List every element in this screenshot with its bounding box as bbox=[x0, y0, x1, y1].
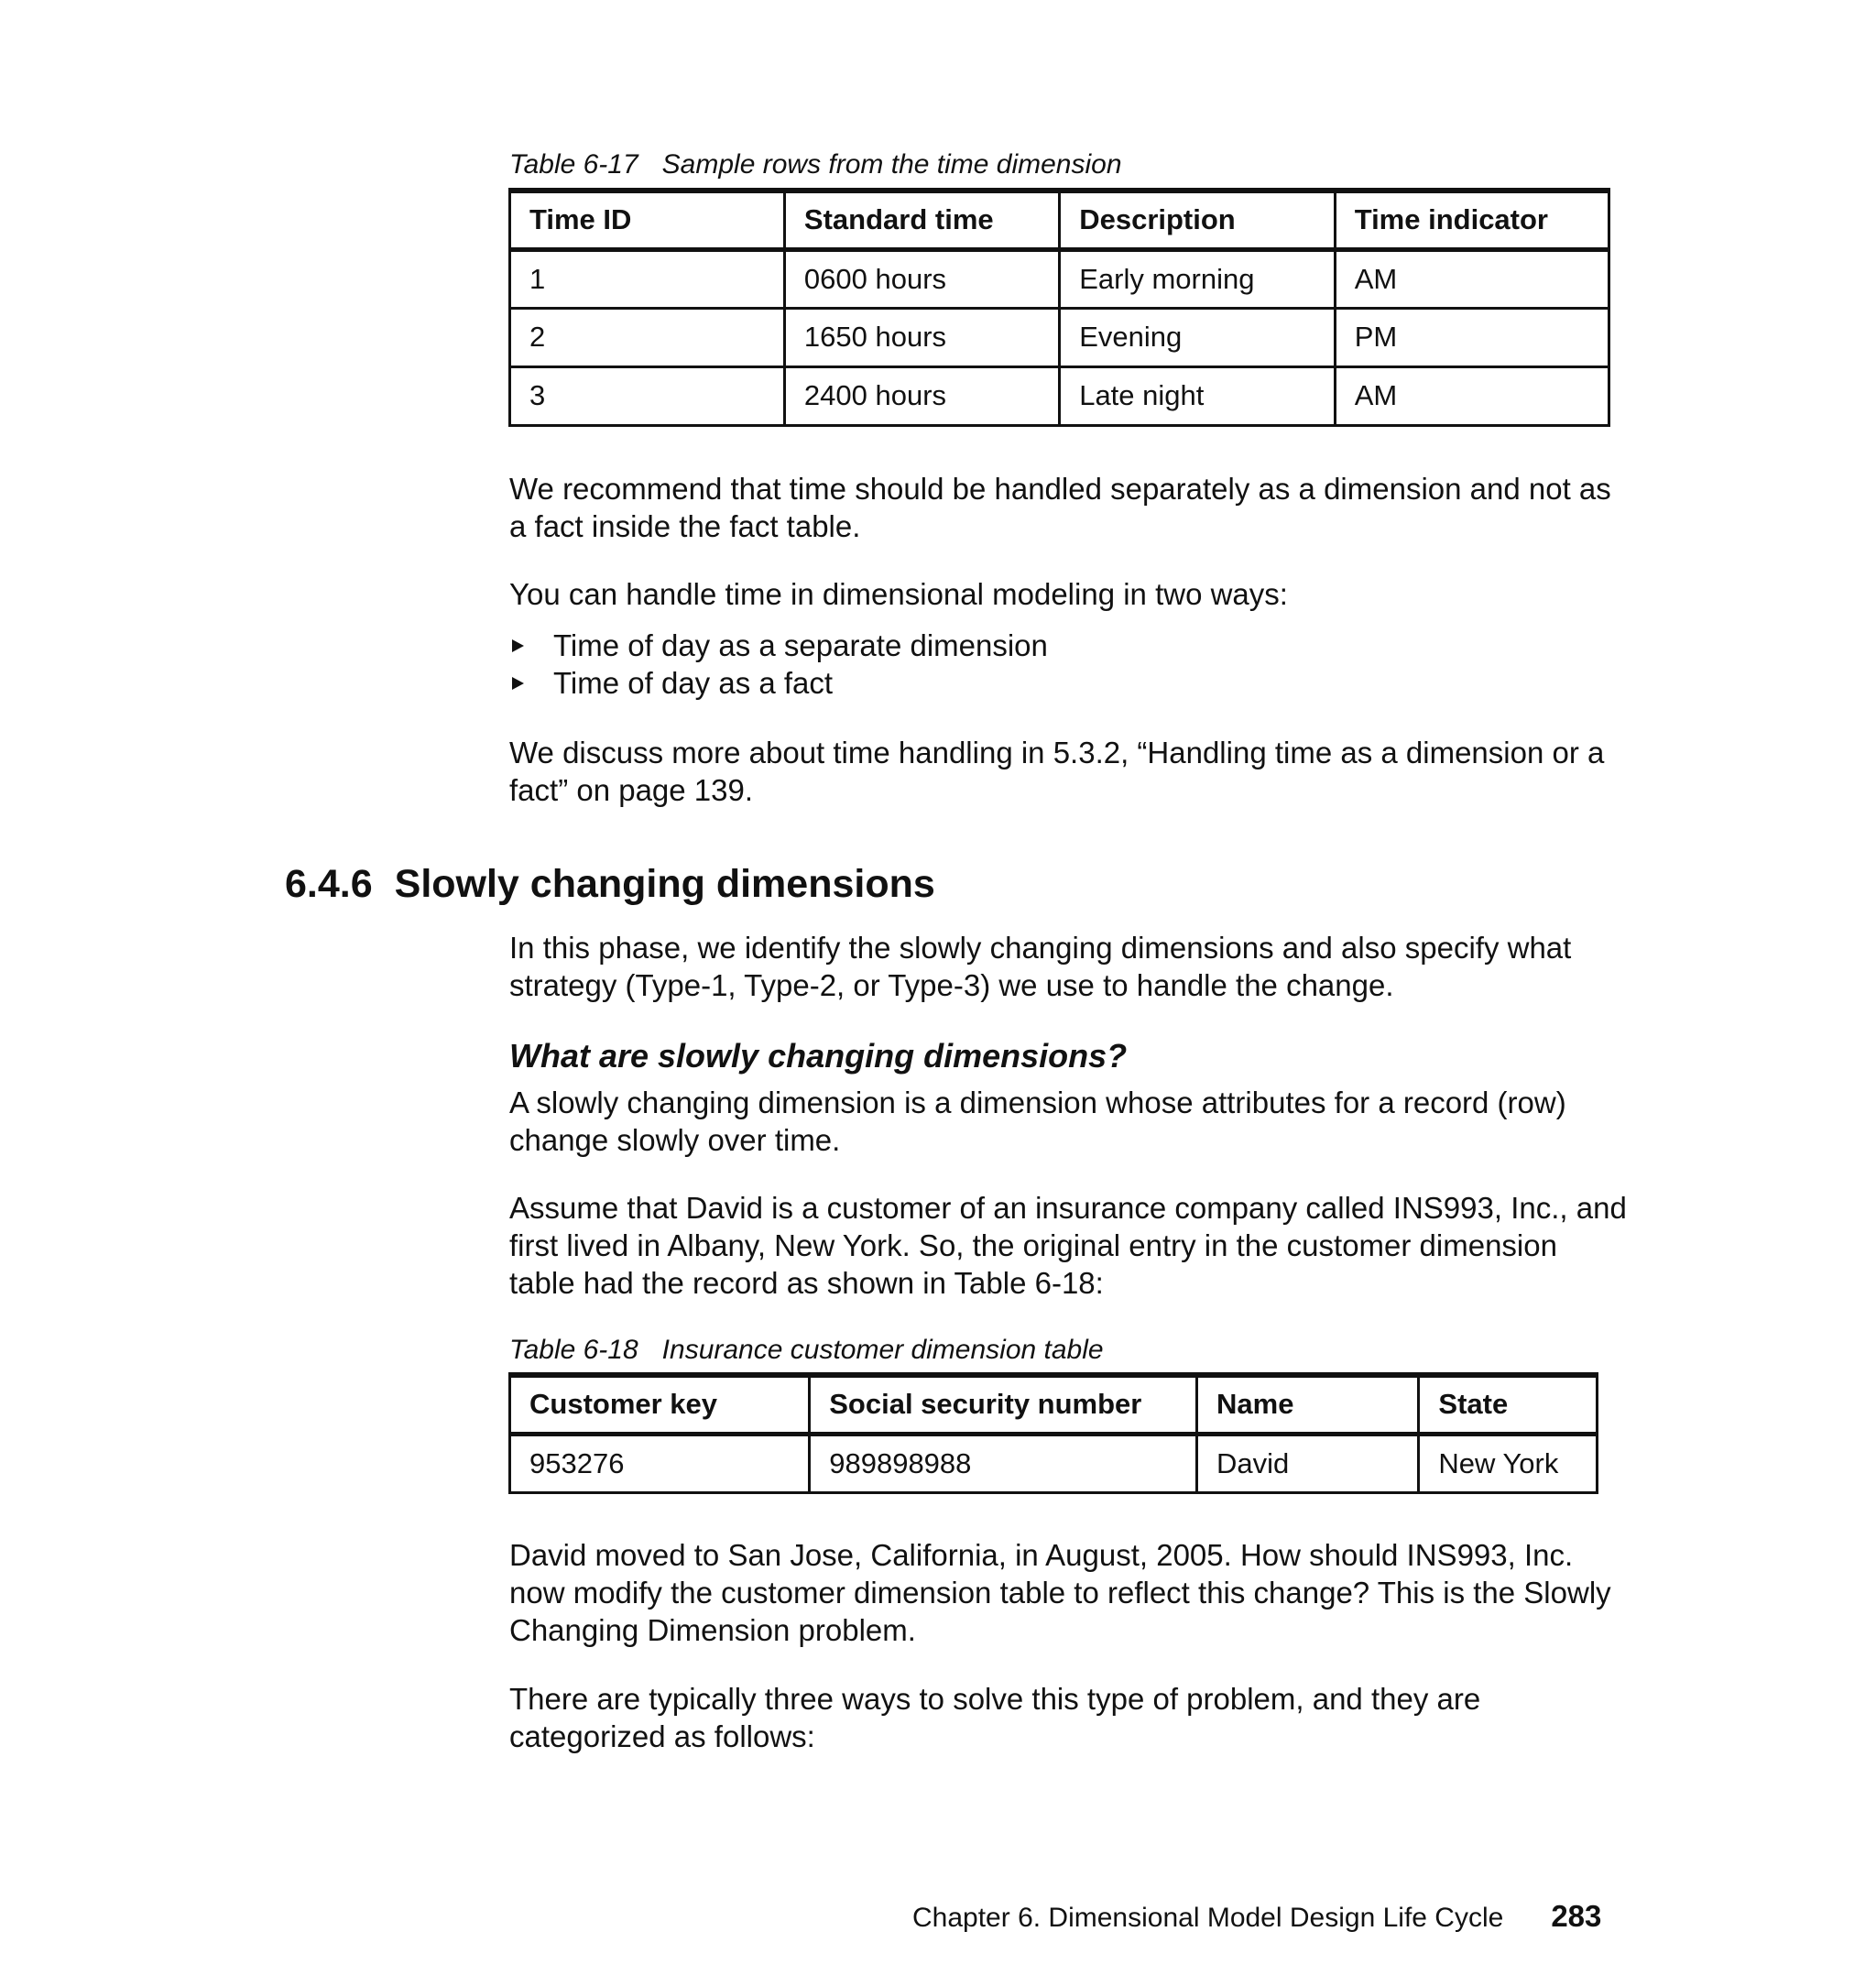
paragraph: We recommend that time should be handled separately as a dimension and not as a fact inside the fact table. bbox=[509, 472, 1611, 543]
table-header-row bbox=[510, 191, 1609, 249]
table-row bbox=[510, 1434, 1598, 1492]
paragraph: You can handle time in dimensional modeling in two ways: bbox=[509, 577, 1288, 611]
column-header: Standard time bbox=[784, 191, 1059, 249]
table-cell: 953276 bbox=[510, 1434, 810, 1492]
table-caption-number: Table 6-17 bbox=[509, 149, 638, 180]
paragraph: David moved to San Jose, California, in August, 2005. How should INS993, Inc. now modify the customer dimension table to reflect this change? This is the Slowly Changing Dimension problem. bbox=[509, 1538, 1611, 1647]
column-header: Customer key bbox=[510, 1375, 810, 1434]
paragraph: In this phase, we identify the slowly changing dimensions and also specify what strategy (Type-1, Type-2, or Type-3) we use to handle the change. bbox=[509, 931, 1572, 1002]
section-title-text: Slowly changing dimensions bbox=[394, 862, 935, 906]
table-cell: David bbox=[1197, 1434, 1419, 1492]
column-header: Time ID bbox=[510, 191, 785, 249]
table-cell: 989898988 bbox=[810, 1434, 1197, 1492]
table-caption-number: Table 6-18 bbox=[509, 1335, 638, 1365]
table-cell: 2400 hours bbox=[784, 366, 1059, 425]
section-number: 6.4.6 bbox=[285, 862, 373, 906]
table-cell: 1650 hours bbox=[784, 308, 1059, 366]
table-cell: 0600 hours bbox=[784, 249, 1059, 308]
table-caption-text: Sample rows from the time dimension bbox=[661, 149, 1122, 180]
subheading: What are slowly changing dimensions? bbox=[509, 1037, 1128, 1075]
triangle-bullet-icon bbox=[512, 677, 524, 690]
page-footer bbox=[912, 1899, 1601, 1934]
table-cell: AM bbox=[1335, 366, 1609, 425]
table-cell: Late night bbox=[1060, 366, 1335, 425]
paragraph: There are typically three ways to solve this type of problem, and they are categorized as follows: bbox=[509, 1682, 1481, 1753]
list-item: Time of day as a fact bbox=[509, 664, 1627, 702]
section-heading bbox=[285, 860, 935, 908]
table-caption bbox=[509, 1334, 1104, 1367]
table-row bbox=[510, 308, 1609, 366]
column-header: Name bbox=[1197, 1375, 1419, 1434]
column-header: State bbox=[1419, 1375, 1598, 1434]
table-caption-text: Insurance customer dimension table bbox=[661, 1335, 1104, 1365]
table-cell: Early morning bbox=[1060, 249, 1335, 308]
paragraph: We discuss more about time handling in 5.3.2, “Handling time as a dimension or a fact” on page 139. bbox=[509, 736, 1605, 807]
column-header: Description bbox=[1060, 191, 1335, 249]
table-cell: AM bbox=[1335, 249, 1609, 308]
column-header: Time indicator bbox=[1335, 191, 1609, 249]
table-row bbox=[510, 366, 1609, 425]
paragraph: Assume that David is a customer of an insurance company called INS993, Inc., and first lived in Albany, New York. So, the original entry in the customer dimension table had the record as shown in Table 6-18: bbox=[509, 1191, 1627, 1300]
table-caption bbox=[509, 148, 1122, 181]
table-cell: 3 bbox=[510, 366, 785, 425]
bullet-list bbox=[509, 627, 1627, 702]
triangle-bullet-icon bbox=[512, 639, 524, 652]
time-dimension-table bbox=[508, 188, 1610, 427]
paragraph: A slowly changing dimension is a dimension whose attributes for a record (row) change slowly over time. bbox=[509, 1086, 1566, 1157]
customer-dimension-table bbox=[508, 1372, 1598, 1494]
table-cell: Evening bbox=[1060, 308, 1335, 366]
footer-chapter: Chapter 6. Dimensional Model Design Life Cycle bbox=[912, 1903, 1504, 1933]
table-cell: 2 bbox=[510, 308, 785, 366]
table-cell: 1 bbox=[510, 249, 785, 308]
table-cell: New York bbox=[1419, 1434, 1598, 1492]
table-row bbox=[510, 249, 1609, 308]
list-item: Time of day as a separate dimension bbox=[509, 627, 1627, 664]
table-cell: PM bbox=[1335, 308, 1609, 366]
table-header-row bbox=[510, 1375, 1598, 1434]
page-number: 283 bbox=[1551, 1899, 1602, 1933]
column-header: Social security number bbox=[810, 1375, 1197, 1434]
